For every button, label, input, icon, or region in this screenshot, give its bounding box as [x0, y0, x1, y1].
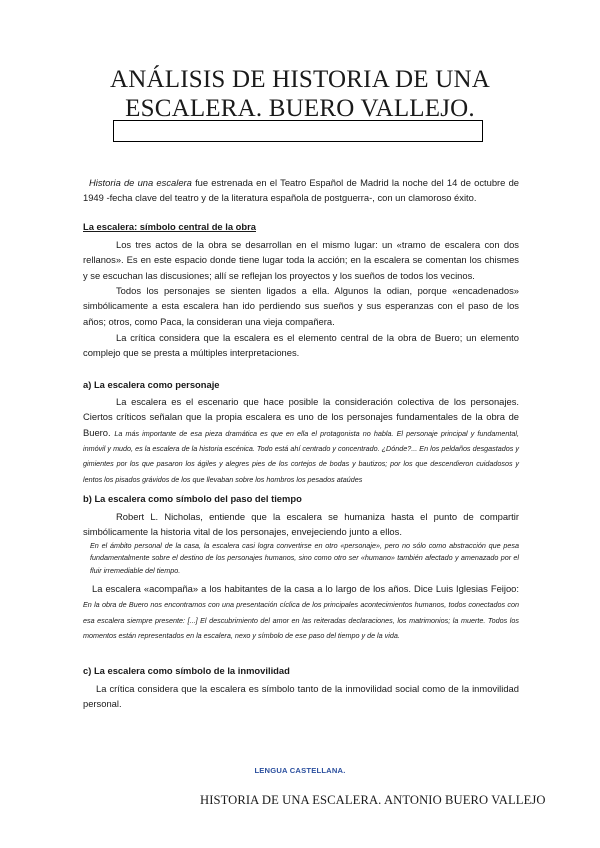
section-b-paragraph-2: [83, 581, 519, 643]
section1-paragraph-1: [83, 237, 519, 283]
section1-paragraph-3: [83, 330, 519, 361]
work-title: Historia de una escalera: [89, 177, 192, 188]
footer-subject: LENGUA CASTELLANA.: [254, 766, 346, 775]
section1-p3-text: La crítica considera que la escalera es el elemento central de la obra de Buero; un elemento complejo que se presta a múltiples interpretaciones.: [83, 332, 519, 359]
section-b-quote-2: En la obra de Buero nos encontramos con una presentación cíclica de los principales acontecimientos humanos, todos conectados con esa escalera siempre presente: [...] El descubrimiento del amor en las reiteradas declaraciones, los matrimonios; la muerte. Todos los momentos están representados en la escalera, nexo y símbolo de ese paso del tiempo y de la vida.: [83, 600, 519, 641]
footer-title: HISTORIA DE UNA ESCALERA. ANTONIO BUERO VALLEJO: [200, 793, 546, 807]
document-title-line-1: ANÁLISIS DE HISTORIA DE UNA: [110, 66, 490, 93]
section-heading-central-symbol: La escalera: símbolo central de la obra: [83, 221, 256, 232]
section-b-p2-text: La escalera «acompaña» a los habitantes de la casa a lo largo de los años. Dice Luis Iglesias Feijoo:: [92, 583, 519, 594]
section-heading-c: c) La escalera como símbolo de la inmovilidad: [83, 665, 290, 676]
section-heading-a: a) La escalera como personaje: [83, 379, 220, 390]
section-b-paragraph-1: [83, 509, 519, 540]
section-c-paragraph: [83, 681, 519, 712]
section-b-p1-text: Robert L. Nicholas, entiende que la escalera se humaniza hasta el punto de compartir simbólicamente la historia vital de los personajes, envejeciendo junto a ellos.: [83, 511, 519, 538]
title-underline-box: [113, 120, 483, 142]
section-a-quote: La más importante de esa pieza dramática es que en ella el protagonista no habla. El personaje principal y fundamental, inmóvil y mudo, es la escalera de la historia escénica. Todo está ahí centrado y concentrado. ¿Dónde?... En los peldaños desgastados y gimientes por los que pasaron los ágiles y alegres pies de los cortejos de bodas y bautizos; por los que descendieron cuidadosos y lentos los pisados grávidos de los que llevaban sobre los hombros los pesados ataúdes: [83, 428, 519, 484]
section1-p2-text: Todos los personajes se sienten ligados a ella. Algunos la odian, porque «encadenados» simbólicamente a esta escalera han ido perdiendo sus sueños y sus esperanzas con el paso de los años; otros, como Paca, la consideran una vieja compañera.: [83, 285, 519, 327]
section-c-p1-text: La crítica considera que la escalera es símbolo tanto de la inmovilidad social como de la inmovilidad personal.: [83, 683, 519, 710]
section-b-quote-1: En el ámbito personal de la casa, la escalera casi logra convertirse en otro «personaje», pero no sólo como abstracción que pesa fundamentalmente sobre el destino de los personajes humanos, sino como otro ser «humano» también afectado y amenazado por el fluir irremediable del tiempo.: [90, 541, 519, 575]
intro-paragraph: [83, 175, 519, 206]
section1-p1-text: Los tres actos de la obra se desarrollan en el mismo lugar: un «tramo de escalera con dos rellanos». Es en este espacio donde tiene lugar toda la acción; en la escalera se comentan los chismes y se escuchan las discusiones; allí se reflejan los proyectos y los sueños de todos los vecinos.: [83, 239, 519, 281]
document-title-line-2: ESCALERA. BUERO VALLEJO.: [125, 95, 475, 122]
section-a-p1-text: La escalera es el escenario que hace posible la consideración colectiva de los personajes. Ciertos críticos señalan que la propia escalera es uno de los personajes fundamentales de la obra de Buero.: [83, 396, 519, 438]
section-a-paragraph: [83, 394, 519, 486]
intro-text: fue estrenada en el Teatro Español de Madrid la noche del 14 de octubre de 1949 -fecha clave del teatro y de la literatura española de postguerra-, con un clamoroso éxito.: [83, 177, 519, 204]
section-heading-b: b) La escalera como símbolo del paso del tiempo: [83, 493, 302, 504]
section1-paragraph-2: [83, 283, 519, 329]
